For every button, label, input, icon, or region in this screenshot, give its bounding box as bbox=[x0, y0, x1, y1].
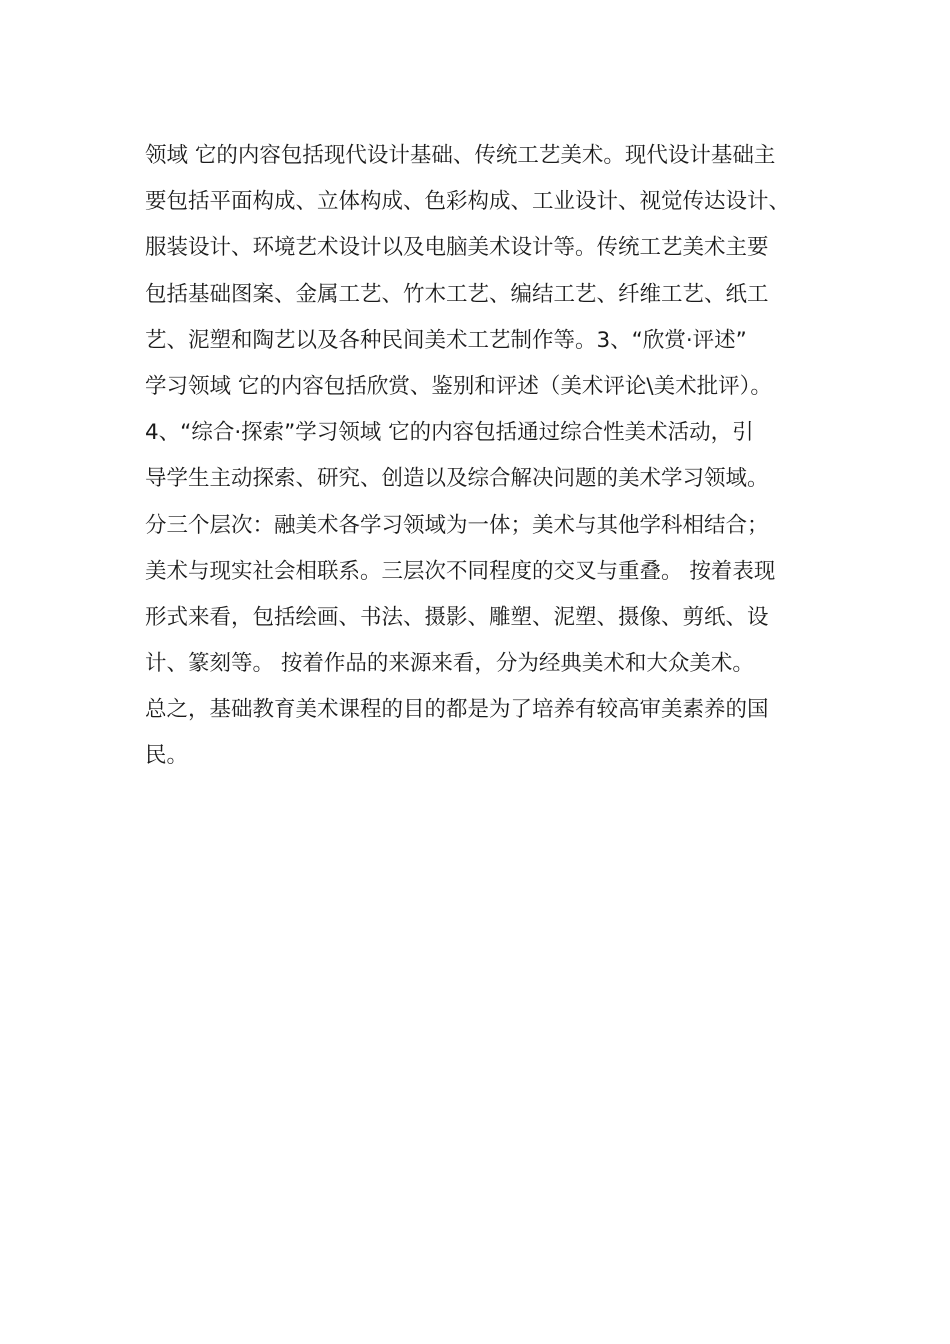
text-line: 包括基础图案、金属工艺、竹木工艺、编结工艺、纤维工艺、纸工 bbox=[145, 281, 769, 307]
text-line: 美术与现实社会相联系。三层次不同程度的交叉与重叠。 按着表现 bbox=[145, 558, 776, 584]
text-line: 要包括平面构成、立体构成、色彩构成、工业设计、视觉传达设计、 bbox=[145, 189, 791, 215]
text-line: 服装设计、环境艺术设计以及电脑美术设计等。传统工艺美术主要 bbox=[145, 235, 769, 261]
text-line: 4、“综合·探索”学习领域 它的内容包括通过综合性美术活动，引 bbox=[145, 420, 754, 446]
text-line: 艺、泥塑和陶艺以及各种民间美术工艺制作等。3、“欣赏·评述” bbox=[145, 327, 747, 353]
body-text bbox=[145, 133, 835, 780]
text-line: 分三个层次：融美术各学习领域为一体；美术与其他学科相结合； bbox=[145, 512, 769, 538]
text-line: 计、篆刻等。 按着作品的来源来看，分为经典美术和大众美术。 bbox=[145, 651, 754, 677]
text-line: 民。 bbox=[145, 743, 189, 769]
text-line: 领域 它的内容包括现代设计基础、传统工艺美术。现代设计基础主 bbox=[145, 143, 776, 168]
text-line: 形式来看，包括绘画、书法、摄影、雕塑、泥塑、摄像、剪纸、设 bbox=[145, 604, 769, 630]
text-line: 总之，基础教育美术课程的目的都是为了培养有较高审美素养的国 bbox=[145, 697, 769, 723]
text-line: 导学生主动探索、研究、创造以及综合解决问题的美术学习领域。 bbox=[145, 466, 769, 492]
text-line: 学习领域 它的内容包括欣赏、鉴别和评述（美术评论\美术批评）。 bbox=[145, 373, 772, 399]
